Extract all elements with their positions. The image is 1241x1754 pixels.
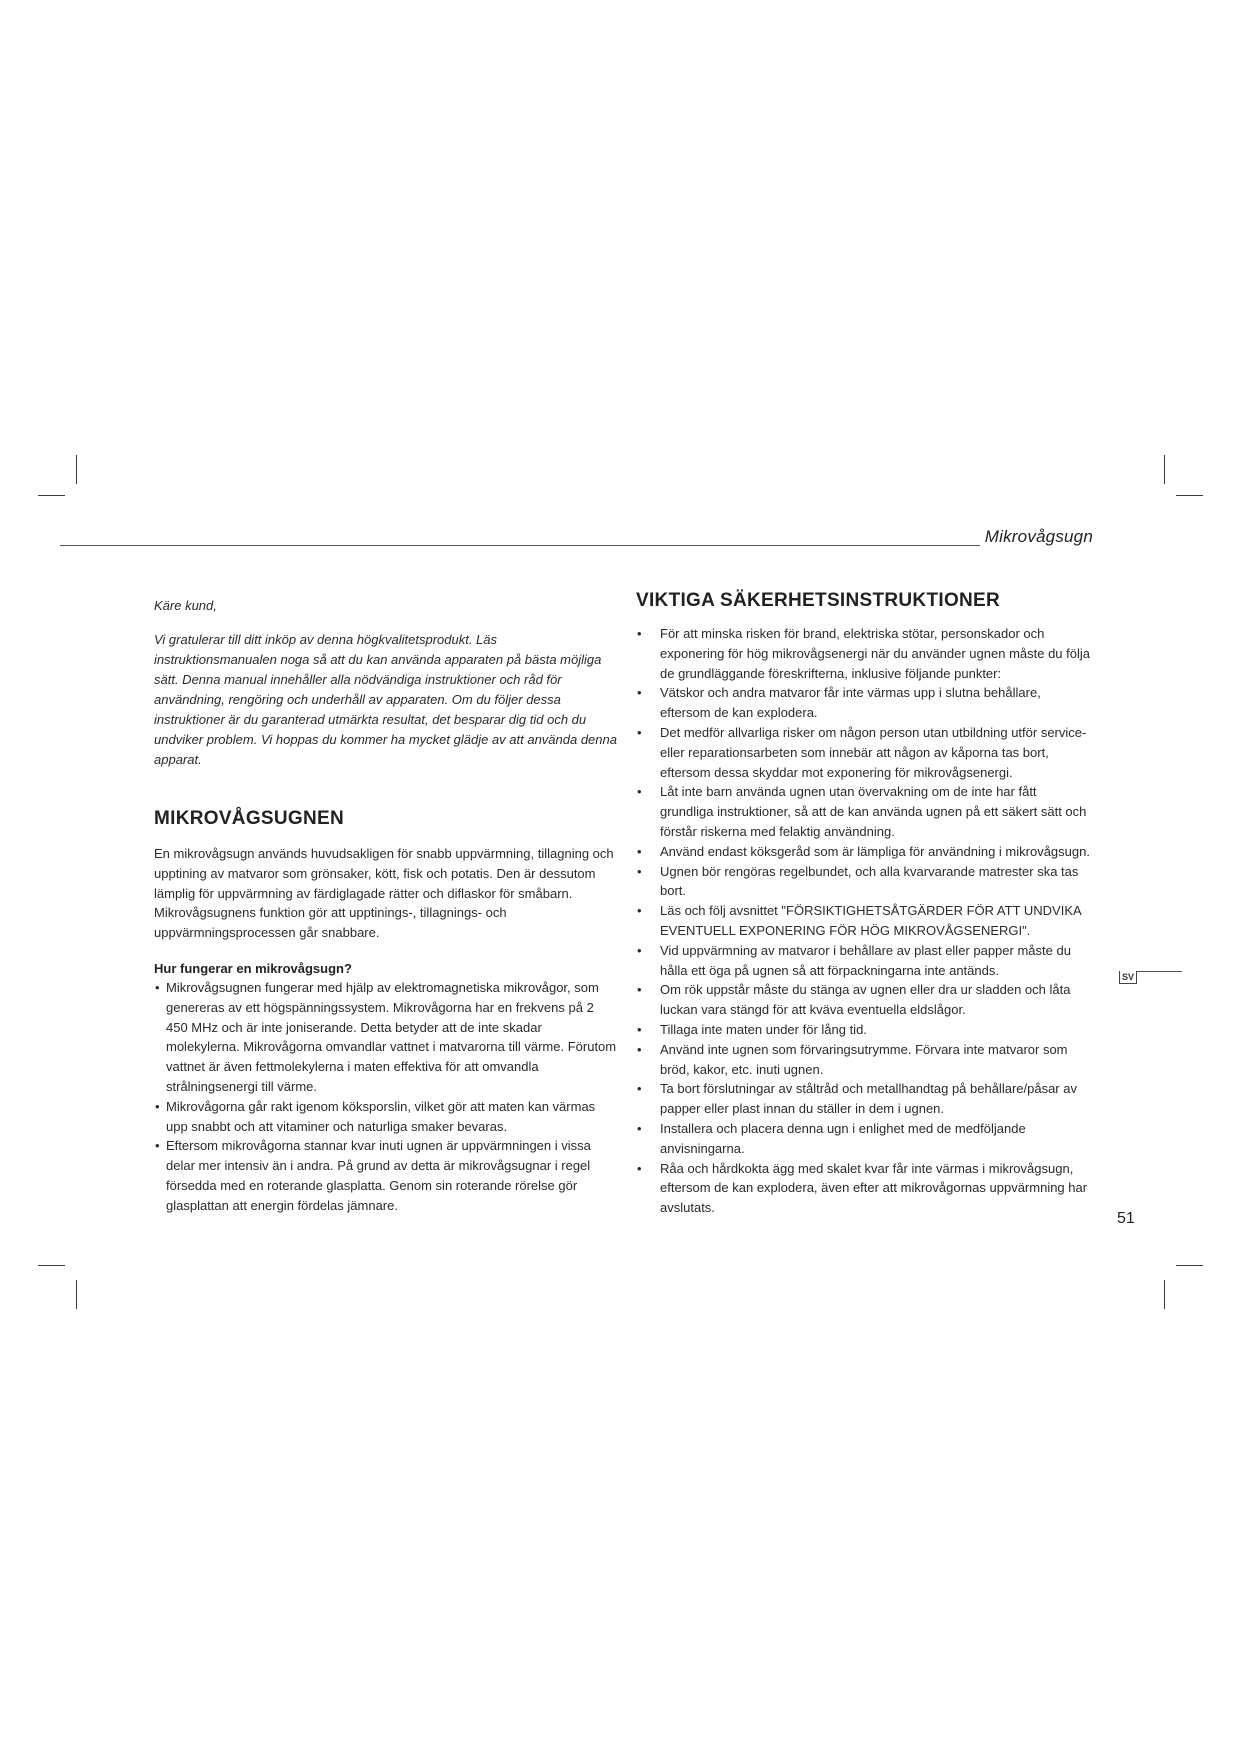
greeting: Käre kund, xyxy=(154,598,217,613)
bullet-icon: • xyxy=(637,982,642,998)
section-title-sakerhetsinstruktioner: VIKTIGA SÄKERHETSINSTRUKTIONER xyxy=(636,590,1001,611)
safety-bullet-list xyxy=(636,624,1092,1218)
section-title-mikrovagsugnen: MIKROVÅGSUGNEN xyxy=(154,808,344,829)
crop-mark xyxy=(38,495,65,496)
list-item-text: Eftersom mikrovågorna stannar kvar inuti ugnen är uppvärmningen i vissa delar mer intensiv än i andra. På grund av detta är mikrovågsugnar i regel försedda med en roterande glasplatta. Genom sin roterande rörelse gör glasplattan att energin fördelas jämnare. xyxy=(166,1138,591,1213)
bullet-icon: • xyxy=(637,1021,642,1037)
crop-mark xyxy=(38,1265,65,1266)
list-item-text: Använd endast köksgeråd som är lämpliga för användning i mikrovågsugn. xyxy=(660,843,1090,859)
list-item xyxy=(636,1020,1092,1040)
list-item xyxy=(154,1097,619,1137)
bullet-icon: • xyxy=(155,1138,160,1154)
bullet-icon: • xyxy=(637,626,642,641)
list-item xyxy=(636,1079,1092,1119)
list-item xyxy=(636,842,1092,862)
bullet-icon: • xyxy=(637,1041,642,1057)
list-item-text: Om rök uppstår måste du stänga av ugnen eller dra ur sladden och låta luckan vara stängd för att kväva eventuella eldslågor. xyxy=(660,982,1071,1018)
list-item-text: Läs och följ avsnittet "FÖRSIKTIGHETSÅTGÄRDER FÖR ATT UNDVIKA EVENTUELL EXPONERING FÖR HÖG MIKROVÅGSENERGI". xyxy=(660,903,1081,938)
list-item-text: Mikrovågorna går rakt igenom köksporslin, vilket gör att maten kan värmas upp snabbt och att vitaminer och naturliga smaker bevaras. xyxy=(166,1098,596,1134)
crop-mark xyxy=(76,455,77,484)
list-item-text: Använd inte ugnen som förvaringsutrymme. Förvara inte matvaror som bröd, kakor, etc. inuti ugnen. xyxy=(660,1041,1068,1077)
bullet-icon: • xyxy=(637,863,642,879)
list-item-text: Vätskor och andra matvaror får inte värmas upp i slutna behållare, eftersom de kan explodera. xyxy=(660,685,1041,721)
bullet-icon: • xyxy=(637,1081,642,1097)
list-item-text: Tillaga inte maten under för lång tid. xyxy=(660,1021,867,1037)
page-number: 51 xyxy=(1117,1210,1135,1227)
list-item xyxy=(636,624,1092,683)
crop-mark xyxy=(1164,455,1165,484)
list-item-text: Det medför allvarliga risker om någon person utan utbildning utför service- eller reparationsarbeten som innebär att någon av kåporna tas bort, eftersom dessa skyddar mot exponering för mikrovågsenergi. xyxy=(660,724,1087,780)
list-item xyxy=(636,1040,1092,1080)
language-tab: SV xyxy=(1119,971,1137,984)
list-item-text: Ugnen bör rengöras regelbundet, och alla kvarvarande matrester ska tas bort. xyxy=(660,863,1079,899)
list-item xyxy=(636,980,1092,1020)
bullet-icon: • xyxy=(637,942,642,958)
list-item-text: Mikrovågsugnen fungerar med hjälp av elektromagnetiska mikrovågor, som genereras av ett högspänningssystem. Mikrovågorna har en frekvens på 2 450 MHz och är inte joniserande. Detta betyder att de inte skadar molekylerna. Mikrovågorna omvandlar vattnet i matvarorna till värme. Förutom vattnet är även fettmolekylerna i maten effektiva för att omvandla strålningsenergi till värme. xyxy=(166,979,617,1094)
bullet-icon: • xyxy=(155,1098,160,1114)
list-item-text: Installera och placera denna ugn i enlighet med de medföljande anvisningarna. xyxy=(660,1120,1026,1156)
crop-mark xyxy=(1164,1280,1165,1309)
intro-paragraph: Vi gratulerar till ditt inköp av denna högkvalitetsprodukt. Läs instruktionsmanualen noga så att du kan använda apparaten på bästa möjliga sätt. Denna manual innehåller alla nödvändiga instruktioner och råd för användning, rengöring och underhåll av apparaten. Om du följer dessa instruktioner är du garanterad utmärkta resultat, det besparar dig tid och du undviker problem. Vi hoppas du kommer ha mycket glädje av att använda denna apparat. xyxy=(154,632,617,767)
list-item-text: För att minska risken för brand, elektriska stötar, personskador och exponering för hög mikrovågsenergi när du använder ugnen måste du följa de grundläggande föreskrifterna, inklusive följande punkter: xyxy=(660,626,1090,681)
list-item xyxy=(636,862,1092,902)
bullet-icon: • xyxy=(637,1160,642,1176)
crop-mark xyxy=(1176,1265,1203,1266)
right-column xyxy=(636,590,1092,1218)
crop-mark xyxy=(76,1280,77,1309)
list-item-text: Ta bort förslutningar av ståltråd och metallhandtag på behållare/påsar av papper eller plast innan du ställer in dem i ugnen. xyxy=(660,1081,1077,1117)
left-bullet-list xyxy=(154,978,619,1216)
bullet-icon: • xyxy=(637,903,642,919)
list-item xyxy=(636,1119,1092,1159)
page-header-title: Mikrovågsugn xyxy=(984,527,1093,546)
left-column xyxy=(154,596,619,1216)
list-item-text: Låt inte barn använda ugnen utan övervakning om de inte har fått grundliga instruktioner, så att de kan använda ugnen på ett säkert sätt och förstår riskerna med felaktig användning. xyxy=(660,784,1087,839)
header-rule xyxy=(60,545,980,546)
list-item xyxy=(636,782,1092,841)
list-item xyxy=(636,1159,1092,1218)
list-item xyxy=(636,723,1092,782)
bullet-icon: • xyxy=(637,724,642,740)
section-paragraph: En mikrovågsugn används huvudsakligen för snabb uppvärmning, tillagning och upptining av matvaror som grönsaker, kött, fisk och potatis. Den är dessutom lämplig för uppvärmning av färdiglagade rätter och diflaskor för småbarn. Mikrovågsugnens funktion gör att upptinings-, tillagnings- och uppvärmningsprocessen går snabbare. xyxy=(154,846,614,941)
list-item xyxy=(636,901,1092,941)
language-tab-rule xyxy=(1136,971,1182,972)
list-item xyxy=(154,1136,619,1215)
list-item xyxy=(636,683,1092,723)
bullet-icon: • xyxy=(637,784,642,800)
bullet-icon: • xyxy=(637,685,642,701)
list-item xyxy=(154,978,619,1097)
bullet-icon: • xyxy=(637,1120,642,1136)
list-item-text: Vid uppvärmning av matvaror i behållare av plast eller papper måste du hålla ett öga på ugnen så att förpackningarna inte antänds. xyxy=(660,942,1071,978)
crop-mark xyxy=(1176,495,1203,496)
bullet-icon: • xyxy=(637,843,642,859)
bullet-icon: • xyxy=(155,979,160,995)
subheading: Hur fungerar en mikrovågsugn? xyxy=(154,960,352,976)
list-item-text: Råa och hårdkokta ägg med skalet kvar får inte värmas i mikrovågsugn, eftersom de kan explodera, även efter att mikrovågornas uppvärmning har avslutats. xyxy=(660,1160,1088,1216)
list-item xyxy=(636,941,1092,981)
